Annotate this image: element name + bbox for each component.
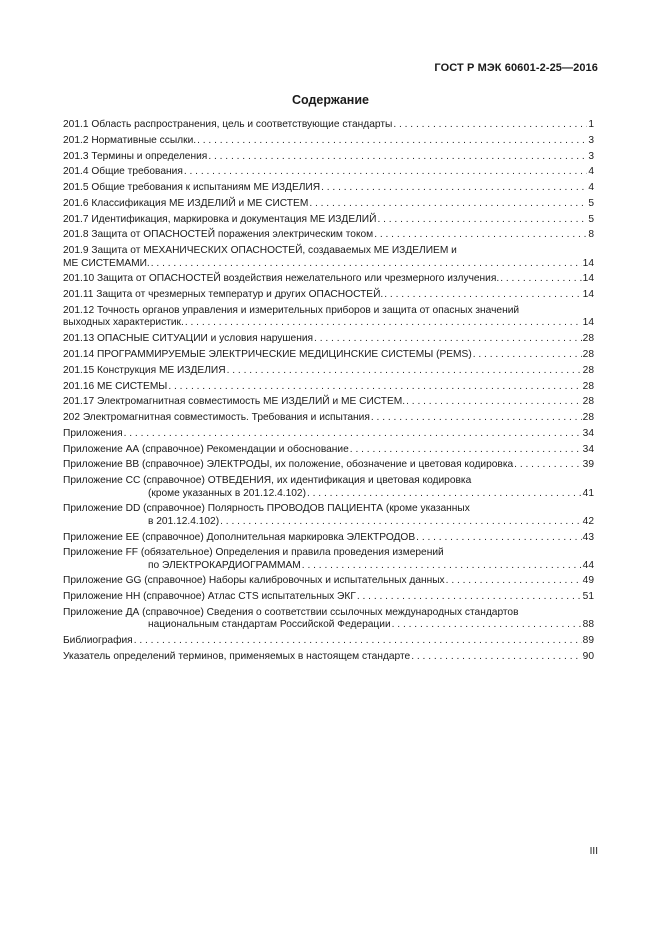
toc-entry[interactable]	[63, 459, 594, 471]
toc-entry[interactable]	[63, 651, 594, 663]
toc-entry[interactable]	[63, 396, 594, 408]
toc-entry-title: по ЭЛЕКТРОКАРДИОГРАММАМ	[148, 559, 301, 571]
toc-entry-page: 3	[588, 150, 594, 162]
dot-leader	[302, 560, 582, 572]
toc-entry[interactable]	[63, 591, 594, 603]
dot-leader	[446, 575, 582, 587]
toc-entry-title: 201.17 Электромагнитная совместимость МЕ ИЗДЕЛИЙ и МЕ СИСТЕМ.	[63, 396, 406, 408]
toc-entry-page: 5	[588, 213, 594, 225]
toc-entry-page: 49	[582, 575, 594, 587]
toc-entry[interactable]	[63, 198, 594, 210]
toc-entry-title: Приложение ВВ (справочное) ЭЛЕКТРОДЫ, их положение, обозначение и цветовая кодировка	[63, 459, 514, 471]
dot-leader	[124, 428, 582, 440]
dot-leader	[309, 198, 587, 210]
toc-entry-title: 202 Электромагнитная совместимость. Требования и испытания	[63, 412, 370, 424]
toc-entry-page: 3	[588, 134, 594, 146]
toc-entry-page: 42	[582, 515, 594, 527]
dot-leader	[314, 333, 582, 345]
dot-leader	[377, 214, 587, 226]
toc-entry-title: 201.8 Защита от ОПАСНОСТЕЙ поражения электрическим током	[63, 229, 374, 241]
toc-entry-page: 88	[582, 619, 594, 631]
toc-entry-page: 28	[582, 380, 594, 392]
dot-leader	[227, 365, 582, 377]
dot-leader	[416, 532, 582, 544]
toc-entry-page: 51	[582, 591, 594, 603]
dot-leader	[393, 119, 587, 131]
toc-entry[interactable]	[63, 444, 594, 456]
toc-entry-title: 201.15 Конструкция МЕ ИЗДЕЛИЯ	[63, 364, 226, 376]
toc-entry-title-line: 201.12 Точность органов управления и измерительных приборов и защита от опасных значений	[63, 304, 520, 316]
toc-entry-title: 201.13 ОПАСНЫЕ СИТУАЦИИ и условия нарушения	[63, 333, 314, 345]
dot-leader	[371, 412, 582, 424]
toc-entry-title: 201.10 Защита от ОПАСНОСТЕЙ воздействия нежелательного или чрезмерного излучения.	[63, 273, 500, 285]
toc-entry[interactable]	[63, 305, 594, 330]
toc-entry[interactable]	[63, 166, 594, 178]
toc-entry-title: Приложение НН (справочное) Атлас CTS испытательных ЭКГ	[63, 591, 356, 603]
page-title: Содержание	[291, 93, 369, 107]
toc-entry[interactable]	[63, 365, 594, 377]
toc-entry[interactable]	[63, 635, 594, 647]
toc-entry-page: 14	[582, 257, 594, 269]
toc-entry[interactable]	[63, 289, 594, 301]
toc-entry-title: (кроме указанных в 201.12.4.102)	[148, 487, 306, 499]
toc-entry-page: 4	[588, 166, 594, 178]
toc-entry-title: 201.14 ПРОГРАММИРУЕМЫЕ ЭЛЕКТРИЧЕСКИЕ МЕДИЦИНСКИЕ СИСТЕМЫ (PEMS)	[63, 348, 472, 360]
dot-leader	[134, 635, 582, 647]
toc-entry-title: 201.4 Общие требования	[63, 166, 183, 178]
dot-leader	[500, 273, 581, 285]
toc-entry-page: 28	[582, 348, 594, 360]
toc-entry-page: 14	[582, 317, 594, 329]
toc-entry[interactable]	[63, 349, 594, 361]
toc-entry-title: 201.5 Общие требования к испытаниям МЕ ИЗДЕЛИЯ	[63, 182, 321, 194]
toc-entry-title: 201.7 Идентификация, маркировка и документация МЕ ИЗДЕЛИЙ	[63, 213, 377, 225]
toc-entry-title: в 201.12.4.102)	[148, 515, 220, 527]
toc-entry[interactable]	[63, 475, 594, 500]
dot-leader	[307, 488, 582, 500]
table-of-contents	[63, 119, 594, 667]
toc-entry-title: 201.1 Область распространения, цель и соответствующие стандарты	[63, 119, 393, 130]
dot-leader	[185, 317, 582, 329]
toc-entry-title: выходных характеристик.	[63, 317, 184, 329]
toc-entry-title-line: Приложение ДА (справочное) Сведения о соответствии ссылочных международных стандартов	[63, 607, 519, 619]
toc-entry-page: 41	[582, 487, 594, 499]
toc-entry-title: Приложение GG (справочное) Наборы калибровочных и испытательных данных	[63, 575, 445, 587]
toc-entry[interactable]	[63, 273, 594, 285]
toc-entry[interactable]	[63, 151, 594, 163]
dot-leader	[392, 619, 582, 631]
toc-entry[interactable]	[63, 607, 594, 632]
dot-leader	[374, 229, 587, 241]
toc-entry-title-line: Приложение DD (справочное) Полярность ПРОВОДОВ ПАЦИЕНТА (кроме указанных	[63, 503, 470, 515]
dot-leader	[184, 166, 587, 178]
toc-entry-page: 1	[588, 119, 594, 130]
toc-entry-page: 8	[588, 229, 594, 241]
dot-leader	[357, 591, 582, 603]
toc-entry[interactable]	[63, 245, 594, 270]
toc-entry[interactable]	[63, 214, 594, 226]
dot-leader	[350, 444, 582, 456]
toc-entry[interactable]	[63, 182, 594, 194]
dot-leader	[197, 135, 587, 147]
toc-entry[interactable]	[63, 575, 594, 587]
page-number: III	[589, 846, 598, 857]
toc-entry-page: 28	[582, 333, 594, 345]
toc-entry-title: Приложение ЕЕ (справочное) Дополнительная маркировка ЭЛЕКТРОДОВ	[63, 531, 416, 543]
toc-entry-title: 201.2 Нормативные ссылки.	[63, 134, 197, 146]
dot-leader	[321, 182, 587, 194]
toc-entry-page: 4	[588, 182, 594, 194]
dot-leader	[406, 396, 582, 408]
toc-entry-page: 39	[582, 459, 594, 471]
toc-entry-page: 28	[582, 396, 594, 408]
toc-entry[interactable]	[63, 381, 594, 393]
toc-entry[interactable]	[63, 428, 594, 440]
dot-leader	[151, 258, 582, 270]
toc-entry-title-line: Приложение FF (обязательное) Определения и правила проведения измерений	[63, 547, 444, 559]
toc-entry[interactable]	[63, 503, 594, 528]
toc-entry-page: 34	[582, 443, 594, 455]
toc-entry-page: 43	[582, 531, 594, 543]
toc-entry-title: Указатель определений терминов, применяемых в настоящем стандарте	[63, 651, 411, 662]
toc-entry[interactable]	[63, 547, 594, 572]
toc-entry[interactable]	[63, 229, 594, 241]
toc-entry-title: 201.11 Защита от чрезмерных температур и других ОПАСНОСТЕЙ.	[63, 289, 384, 301]
toc-entry-page: 90	[582, 651, 594, 662]
dot-leader	[168, 381, 581, 393]
dot-leader	[473, 349, 582, 361]
toc-entry[interactable]	[63, 135, 594, 147]
dot-leader	[208, 151, 587, 163]
toc-entry[interactable]	[63, 119, 594, 131]
document-standard-number: ГОСТ Р МЭК 60601-2-25—2016	[434, 62, 598, 74]
toc-entry-page: 14	[582, 273, 594, 285]
toc-entry-title: Приложение АА (справочное) Рекомендации и обоснование	[63, 443, 349, 455]
toc-entry-title: Библиография	[63, 635, 133, 647]
toc-entry-title: Приложения	[63, 427, 123, 439]
toc-entry-title: МЕ СИСТЕМАМИ.	[63, 257, 150, 269]
toc-entry-page: 14	[582, 289, 594, 301]
toc-entry-title: 201.6 Классификация МЕ ИЗДЕЛИЙ и МЕ СИСТЕМ	[63, 197, 309, 209]
toc-entry-page: 28	[582, 412, 594, 424]
toc-entry-page: 28	[582, 364, 594, 376]
toc-entry-title-line: 201.9 Защита от МЕХАНИЧЕСКИХ ОПАСНОСТЕЙ, создаваемых МЕ ИЗДЕЛИЕМ и	[63, 245, 457, 257]
toc-entry[interactable]	[63, 532, 594, 544]
toc-entry-page: 34	[582, 427, 594, 439]
dot-leader	[411, 651, 581, 663]
toc-entry[interactable]	[63, 333, 594, 345]
toc-entry-title: 201.3 Термины и определения	[63, 150, 208, 162]
toc-entry-title-line: Приложение СС (справочное) ОТВЕДЕНИЯ, их идентификация и цветовая кодировка	[63, 475, 472, 487]
dot-leader	[220, 516, 582, 528]
toc-entry-title: 201.16 МЕ СИСТЕМЫ	[63, 380, 168, 392]
toc-entry-title: национальным стандартам Российской Федерации	[148, 619, 391, 631]
toc-entry-page: 89	[582, 635, 594, 647]
dot-leader	[514, 459, 581, 471]
toc-entry-page: 5	[588, 197, 594, 209]
toc-entry-page: 44	[582, 559, 594, 571]
dot-leader	[384, 289, 581, 301]
toc-entry[interactable]	[63, 412, 594, 424]
